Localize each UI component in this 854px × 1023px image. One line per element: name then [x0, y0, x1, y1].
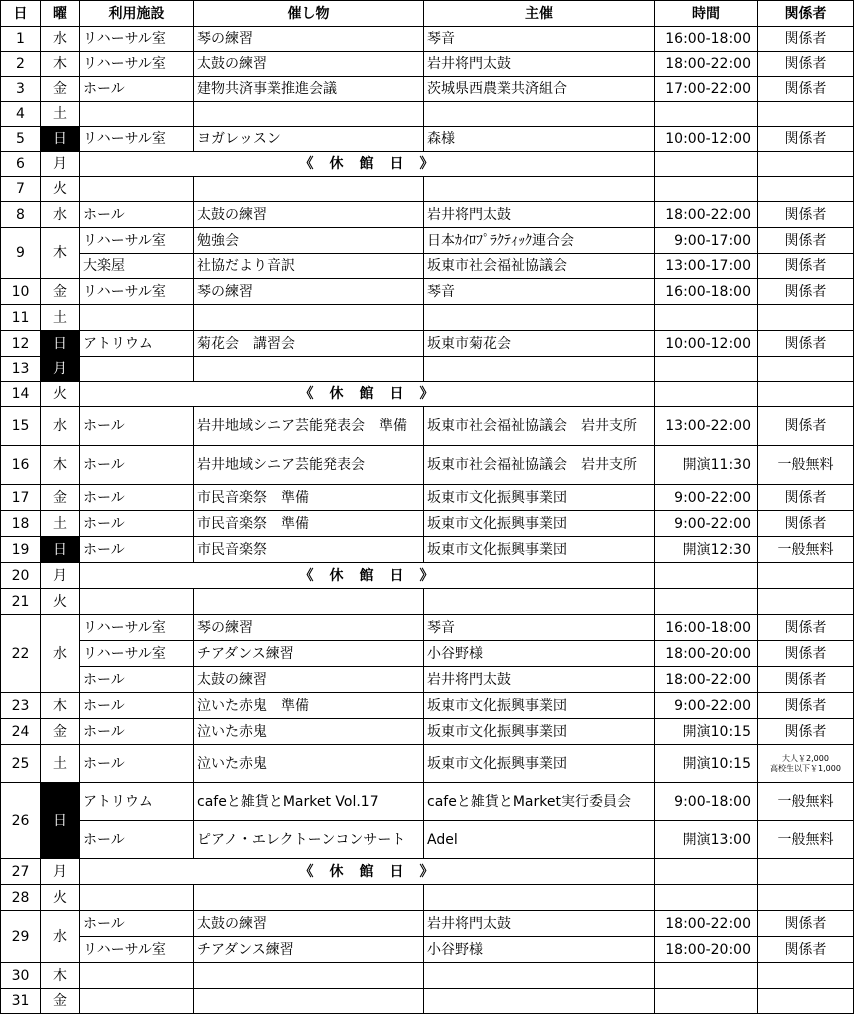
header-facility: 利用施設: [80, 1, 194, 27]
dow-cell: 火: [41, 885, 80, 911]
facility-cell: ホール: [80, 745, 194, 783]
day-cell: 31: [1, 989, 41, 1014]
host-cell: [424, 305, 655, 331]
attendees-cell: 一般無料: [758, 446, 854, 485]
table-row: [1, 667, 854, 693]
attendees-cell: 一般無料: [758, 783, 854, 821]
facility-cell: アトリウム: [80, 331, 194, 357]
day-cell: 9: [1, 228, 41, 279]
event-cell: [194, 963, 424, 989]
event-cell: 泣いた赤鬼: [194, 719, 424, 745]
day-cell: 25: [1, 745, 41, 783]
attendees-cell: 関係者: [758, 693, 854, 719]
event-cell: 泣いた赤鬼 準備: [194, 693, 424, 719]
time-cell: [655, 305, 758, 331]
host-cell: [424, 885, 655, 911]
table-row: [1, 911, 854, 937]
event-cell: ピアノ・エレクトーンコンサート: [194, 821, 424, 859]
dow-cell-sunday: 日: [41, 331, 80, 357]
table-row: [1, 127, 854, 152]
day-cell: 6: [1, 152, 41, 177]
time-cell: [655, 589, 758, 615]
dow-cell: 木: [41, 228, 80, 279]
host-cell: 坂東市社会福祉協議会: [424, 254, 655, 279]
table-row: [1, 989, 854, 1014]
time-cell: [655, 989, 758, 1014]
attendees-cell: [758, 305, 854, 331]
day-cell: 19: [1, 537, 41, 563]
event-cell: 琴の練習: [194, 615, 424, 641]
dow-cell: 水: [41, 202, 80, 228]
time-cell: [655, 859, 758, 885]
day-cell: 4: [1, 102, 41, 127]
facility-cell: リハーサル室: [80, 127, 194, 152]
time-cell: 9:00-17:00: [655, 228, 758, 254]
table-row: [1, 563, 854, 589]
time-cell: 開演10:15: [655, 745, 758, 783]
table-row: [1, 102, 854, 127]
time-cell: 18:00-22:00: [655, 52, 758, 77]
table-row: [1, 77, 854, 102]
day-cell: 12: [1, 331, 41, 357]
table-row: [1, 407, 854, 446]
table-row: [1, 177, 854, 202]
facility-cell: [80, 963, 194, 989]
attendees-cell: 関係者: [758, 641, 854, 667]
attendees-cell: [758, 152, 854, 177]
attendees-cell: [758, 989, 854, 1014]
attendees-cell: [758, 589, 854, 615]
day-cell: 15: [1, 407, 41, 446]
host-cell: [424, 357, 655, 382]
facility-cell: アトリウム: [80, 783, 194, 821]
host-cell: [424, 989, 655, 1014]
event-cell: 太鼓の練習: [194, 202, 424, 228]
time-cell: [655, 152, 758, 177]
header-dow: 曜: [41, 1, 80, 27]
table-row: [1, 152, 854, 177]
facility-cell: ホール: [80, 446, 194, 485]
dow-cell: 土: [41, 745, 80, 783]
event-cell: 菊花会 講習会: [194, 331, 424, 357]
host-cell: 小谷野様: [424, 937, 655, 963]
day-cell: 1: [1, 27, 41, 52]
facility-cell: [80, 589, 194, 615]
event-cell: ヨガレッスン: [194, 127, 424, 152]
host-cell: Adel: [424, 821, 655, 859]
facility-cell: ホール: [80, 719, 194, 745]
header-time: 時間: [655, 1, 758, 27]
facility-cell: リハーサル室: [80, 27, 194, 52]
event-cell: 琴の練習: [194, 27, 424, 52]
event-cell: [194, 885, 424, 911]
closed-day-label: 《 休 館 日 》: [80, 152, 655, 177]
event-cell: [194, 357, 424, 382]
event-cell: 太鼓の練習: [194, 667, 424, 693]
day-cell: 16: [1, 446, 41, 485]
facility-cell: ホール: [80, 667, 194, 693]
table-row: [1, 885, 854, 911]
facility-cell: [80, 177, 194, 202]
dow-cell: 水: [41, 615, 80, 693]
table-row: [1, 859, 854, 885]
table-row: [1, 382, 854, 407]
attendees-cell: 関係者: [758, 202, 854, 228]
attendees-cell: 関係者: [758, 511, 854, 537]
table-row: [1, 745, 854, 783]
dow-cell: 木: [41, 963, 80, 989]
attendees-cell: 関係者: [758, 911, 854, 937]
facility-cell: [80, 989, 194, 1014]
dow-cell: 水: [41, 27, 80, 52]
time-cell: [655, 357, 758, 382]
table-row: [1, 537, 854, 563]
facility-cell: ホール: [80, 821, 194, 859]
event-cell: 太鼓の練習: [194, 52, 424, 77]
time-cell: 18:00-22:00: [655, 667, 758, 693]
time-cell: 16:00-18:00: [655, 615, 758, 641]
host-cell: 日本ｶｲﾛﾌﾟﾗｸﾃｨｯｸ連合会: [424, 228, 655, 254]
dow-cell: 土: [41, 102, 80, 127]
dow-cell: 金: [41, 719, 80, 745]
table-row: [1, 821, 854, 859]
facility-cell: リハーサル室: [80, 937, 194, 963]
host-cell: 坂東市文化振興事業団: [424, 693, 655, 719]
dow-cell: 木: [41, 693, 80, 719]
dow-cell: 金: [41, 485, 80, 511]
facility-cell: ホール: [80, 537, 194, 563]
dow-cell: 火: [41, 177, 80, 202]
header-host: 主催: [424, 1, 655, 27]
attendees-cell: [758, 102, 854, 127]
dow-cell: 月: [41, 859, 80, 885]
closed-day-label: 《 休 館 日 》: [80, 859, 655, 885]
attendees-cell: 関係者: [758, 27, 854, 52]
table-row: [1, 783, 854, 821]
host-cell: [424, 589, 655, 615]
host-cell: 茨城県西農業共済組合: [424, 77, 655, 102]
dow-cell: 金: [41, 279, 80, 305]
time-cell: 開演10:15: [655, 719, 758, 745]
facility-cell: 大楽屋: [80, 254, 194, 279]
host-cell: 琴音: [424, 279, 655, 305]
header-event: 催し物: [194, 1, 424, 27]
attendees-cell: 関係者: [758, 331, 854, 357]
table-row: [1, 202, 854, 228]
table-row: [1, 331, 854, 357]
dow-cell: 水: [41, 407, 80, 446]
attendees-cell: 関係者: [758, 407, 854, 446]
host-cell: 森様: [424, 127, 655, 152]
time-cell: 10:00-12:00: [655, 127, 758, 152]
dow-cell: 土: [41, 305, 80, 331]
host-cell: 岩井将門太鼓: [424, 52, 655, 77]
time-cell: [655, 382, 758, 407]
attendees-cell: 一般無料: [758, 821, 854, 859]
time-cell: 18:00-20:00: [655, 937, 758, 963]
day-cell: 14: [1, 382, 41, 407]
facility-cell: [80, 305, 194, 331]
dow-cell: 木: [41, 446, 80, 485]
table-row: [1, 228, 854, 254]
time-cell: [655, 177, 758, 202]
event-cell: 市民音楽祭: [194, 537, 424, 563]
time-cell: 18:00-22:00: [655, 202, 758, 228]
table-row: [1, 719, 854, 745]
closed-day-label: 《 休 館 日 》: [80, 563, 655, 589]
dow-cell-sunday: 日: [41, 783, 80, 859]
time-cell: 9:00-22:00: [655, 485, 758, 511]
day-cell: 26: [1, 783, 41, 859]
facility-cell: ホール: [80, 911, 194, 937]
event-cell: 岩井地域シニア芸能発表会 準備: [194, 407, 424, 446]
time-cell: 9:00-18:00: [655, 783, 758, 821]
attendees-cell: 関係者: [758, 127, 854, 152]
attendees-cell: 一般無料: [758, 537, 854, 563]
host-cell: 坂東市文化振興事業団: [424, 745, 655, 783]
event-cell: [194, 989, 424, 1014]
host-cell: 岩井将門太鼓: [424, 911, 655, 937]
event-cell: [194, 305, 424, 331]
day-cell: 18: [1, 511, 41, 537]
table-row: [1, 279, 854, 305]
day-cell: 29: [1, 911, 41, 963]
time-cell: [655, 563, 758, 589]
student-price: 高校生以下￥1,000: [770, 763, 841, 773]
day-cell: 10: [1, 279, 41, 305]
table-row: [1, 615, 854, 641]
dow-cell: 金: [41, 989, 80, 1014]
host-cell: 坂東市文化振興事業団: [424, 511, 655, 537]
attendees-cell: 関係者: [758, 77, 854, 102]
facility-cell: ホール: [80, 77, 194, 102]
attendees-cell: [758, 859, 854, 885]
host-cell: [424, 177, 655, 202]
table-row: [1, 27, 854, 52]
host-cell: 琴音: [424, 27, 655, 52]
dow-cell: 土: [41, 511, 80, 537]
day-cell: 21: [1, 589, 41, 615]
event-cell: 建物共済事業推進会議: [194, 77, 424, 102]
day-cell: 5: [1, 127, 41, 152]
day-cell: 2: [1, 52, 41, 77]
closed-day-label: 《 休 館 日 》: [80, 382, 655, 407]
facility-cell: ホール: [80, 693, 194, 719]
host-cell: 坂東市文化振興事業団: [424, 537, 655, 563]
facility-cell: [80, 357, 194, 382]
day-cell: 3: [1, 77, 41, 102]
attendees-cell: [758, 357, 854, 382]
event-cell: 勉強会: [194, 228, 424, 254]
host-cell: 坂東市文化振興事業団: [424, 485, 655, 511]
dow-cell: 月: [41, 563, 80, 589]
table-row: [1, 485, 854, 511]
attendees-cell: [758, 177, 854, 202]
day-cell: 24: [1, 719, 41, 745]
dow-cell-sunday: 日: [41, 537, 80, 563]
day-cell: 23: [1, 693, 41, 719]
attendees-cell: 関係者: [758, 937, 854, 963]
event-cell: 社協だより音訳: [194, 254, 424, 279]
facility-cell: リハーサル室: [80, 615, 194, 641]
event-cell: [194, 102, 424, 127]
time-cell: 9:00-22:00: [655, 693, 758, 719]
table-row: [1, 937, 854, 963]
facility-cell: ホール: [80, 511, 194, 537]
time-cell: 9:00-22:00: [655, 511, 758, 537]
event-cell: 市民音楽祭 準備: [194, 511, 424, 537]
attendees-cell: [758, 563, 854, 589]
event-cell: 岩井地域シニア芸能発表会: [194, 446, 424, 485]
event-cell: 泣いた赤鬼: [194, 745, 424, 783]
facility-cell: リハーサル室: [80, 52, 194, 77]
event-cell: 琴の練習: [194, 279, 424, 305]
dow-cell-sunday: 日: [41, 127, 80, 152]
host-cell: [424, 102, 655, 127]
attendees-cell: 関係者: [758, 615, 854, 641]
host-cell: cafeと雑貨とMarket実行委員会: [424, 783, 655, 821]
host-cell: 坂東市社会福祉協議会 岩井支所: [424, 446, 655, 485]
host-cell: 小谷野様: [424, 641, 655, 667]
day-cell: 13: [1, 357, 41, 382]
table-row: [1, 589, 854, 615]
table-row: [1, 511, 854, 537]
attendees-cell: 関係者: [758, 254, 854, 279]
header-day: 日: [1, 1, 41, 27]
table-row: [1, 254, 854, 279]
dow-cell-holiday: 月: [41, 357, 80, 382]
facility-cell: ホール: [80, 202, 194, 228]
attendees-cell: [758, 382, 854, 407]
facility-cell: [80, 102, 194, 127]
facility-cell: ホール: [80, 485, 194, 511]
time-cell: [655, 102, 758, 127]
table-row: [1, 357, 854, 382]
time-cell: [655, 885, 758, 911]
facility-cell: リハーサル室: [80, 641, 194, 667]
table-row: [1, 693, 854, 719]
host-cell: 坂東市菊花会: [424, 331, 655, 357]
host-cell: 坂東市社会福祉協議会 岩井支所: [424, 407, 655, 446]
host-cell: 岩井将門太鼓: [424, 202, 655, 228]
header-row: [1, 1, 854, 27]
time-cell: 10:00-12:00: [655, 331, 758, 357]
table-row: [1, 52, 854, 77]
facility-cell: [80, 885, 194, 911]
event-cell: [194, 589, 424, 615]
host-cell: 岩井将門太鼓: [424, 667, 655, 693]
table-row: [1, 305, 854, 331]
attendees-cell: 関係者: [758, 52, 854, 77]
ticket-price-cell: [758, 745, 854, 783]
dow-cell: 木: [41, 52, 80, 77]
day-cell: 20: [1, 563, 41, 589]
time-cell: 17:00-22:00: [655, 77, 758, 102]
adult-price: 大人￥2,000: [782, 753, 829, 763]
time-cell: [655, 963, 758, 989]
host-cell: [424, 963, 655, 989]
time-cell: 13:00-22:00: [655, 407, 758, 446]
attendees-cell: [758, 963, 854, 989]
time-cell: 開演12:30: [655, 537, 758, 563]
day-cell: 7: [1, 177, 41, 202]
event-cell: チアダンス練習: [194, 937, 424, 963]
dow-cell: 水: [41, 911, 80, 963]
day-cell: 17: [1, 485, 41, 511]
day-cell: 11: [1, 305, 41, 331]
event-cell: チアダンス練習: [194, 641, 424, 667]
time-cell: 16:00-18:00: [655, 27, 758, 52]
time-cell: 18:00-22:00: [655, 911, 758, 937]
event-cell: [194, 177, 424, 202]
event-cell: cafeと雑貨とMarket Vol.17: [194, 783, 424, 821]
dow-cell: 火: [41, 382, 80, 407]
time-cell: 開演13:00: [655, 821, 758, 859]
facility-cell: ホール: [80, 407, 194, 446]
attendees-cell: [758, 885, 854, 911]
host-cell: 琴音: [424, 615, 655, 641]
day-cell: 22: [1, 615, 41, 693]
time-cell: 16:00-18:00: [655, 279, 758, 305]
time-cell: 18:00-20:00: [655, 641, 758, 667]
attendees-cell: 関係者: [758, 279, 854, 305]
attendees-cell: 関係者: [758, 667, 854, 693]
table-row: [1, 963, 854, 989]
day-cell: 27: [1, 859, 41, 885]
time-cell: 開演11:30: [655, 446, 758, 485]
day-cell: 30: [1, 963, 41, 989]
attendees-cell: 関係者: [758, 228, 854, 254]
day-cell: 8: [1, 202, 41, 228]
attendees-cell: 関係者: [758, 719, 854, 745]
facility-cell: リハーサル室: [80, 279, 194, 305]
table-row: [1, 446, 854, 485]
dow-cell: 月: [41, 152, 80, 177]
attendees-cell: 関係者: [758, 485, 854, 511]
dow-cell: 火: [41, 589, 80, 615]
time-cell: 13:00-17:00: [655, 254, 758, 279]
host-cell: 坂東市文化振興事業団: [424, 719, 655, 745]
header-attendees: 関係者: [758, 1, 854, 27]
event-cell: 市民音楽祭 準備: [194, 485, 424, 511]
event-cell: 太鼓の練習: [194, 911, 424, 937]
day-cell: 28: [1, 885, 41, 911]
facility-cell: リハーサル室: [80, 228, 194, 254]
table-row: [1, 641, 854, 667]
dow-cell: 金: [41, 77, 80, 102]
